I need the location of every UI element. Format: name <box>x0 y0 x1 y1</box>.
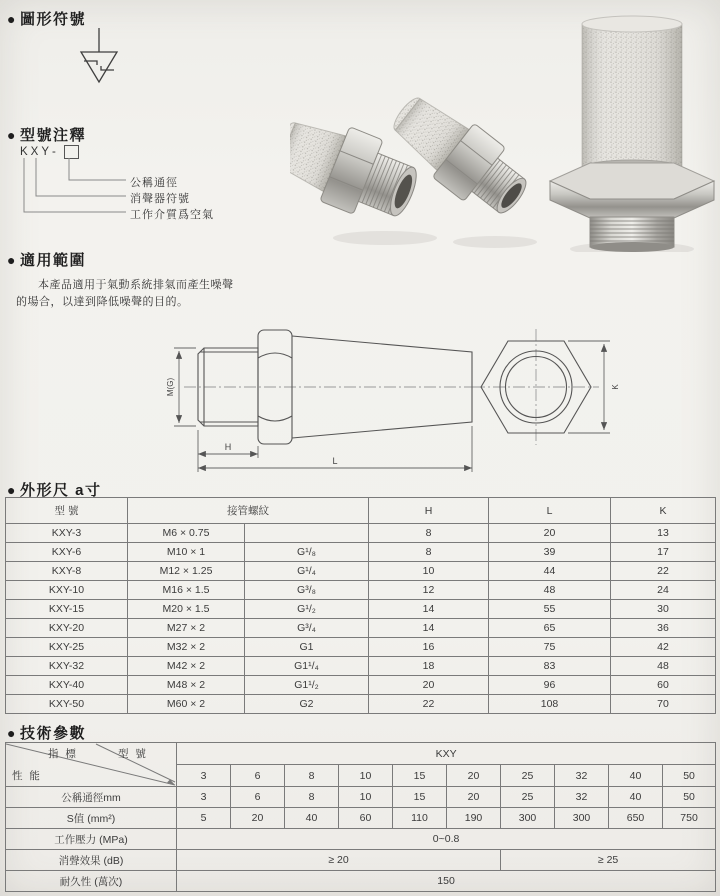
model-callout-lines <box>22 158 130 216</box>
dimension-cell: 8 <box>369 543 489 562</box>
size-header-cell: 15 <box>393 765 447 787</box>
section-title-text: 適用範圍 <box>19 252 86 269</box>
parameter-value-cell: 190 <box>447 808 501 829</box>
parameters-row <box>6 871 716 892</box>
dimensions-table-body <box>6 524 716 714</box>
parameters-table-body <box>6 787 716 892</box>
dimension-cell: KXY-3 <box>6 524 128 543</box>
corner-label-model: 型 號 <box>118 748 148 760</box>
dimensions-table <box>5 497 716 714</box>
parameter-value-cell: 650 <box>609 808 663 829</box>
col-header-k: K <box>611 498 716 524</box>
parameters-row <box>6 787 716 808</box>
dimensions-row <box>6 638 716 657</box>
dimensions-row <box>6 657 716 676</box>
dimension-cell: 70 <box>611 695 716 714</box>
dimension-cell: 13 <box>611 524 716 543</box>
dimension-cell: G2 <box>245 695 369 714</box>
dimension-cell: KXY-20 <box>6 619 128 638</box>
size-header-cell: 20 <box>447 765 501 787</box>
section-bullet-icon: ● <box>7 126 17 143</box>
col-header-l: L <box>489 498 611 524</box>
dimension-cell: 20 <box>369 676 489 695</box>
dimension-cell: KXY-50 <box>6 695 128 714</box>
dimension-cell: 22 <box>369 695 489 714</box>
dimension-cell: 20 <box>489 524 611 543</box>
parameter-value-cell: 5 <box>177 808 231 829</box>
section-bullet-icon: ● <box>7 10 17 27</box>
dimension-cell: G1¹/₄ <box>245 657 369 676</box>
dimension-cell: M16 × 1.5 <box>128 581 245 600</box>
product-photos <box>290 6 716 252</box>
dimension-cell: KXY-6 <box>6 543 128 562</box>
dim-label-l: L <box>332 456 338 466</box>
parameter-value-cell: 300 <box>555 808 609 829</box>
dimension-cell: M42 × 2 <box>128 657 245 676</box>
dimension-cell: M12 × 1.25 <box>128 562 245 581</box>
dimension-cell: 48 <box>611 657 716 676</box>
dimension-cell: M32 × 2 <box>128 638 245 657</box>
section-bullet-icon: ● <box>7 724 17 741</box>
parameter-value-cell: 110 <box>393 808 447 829</box>
parameter-value-cell: 32 <box>555 787 609 808</box>
parameter-span-cell: ≥ 20 <box>177 850 501 871</box>
dimension-drawing <box>140 314 630 474</box>
dimension-cell: 8 <box>369 524 489 543</box>
parameters-row <box>6 850 716 871</box>
dim-label-k: K <box>611 384 620 390</box>
dimension-cell: 30 <box>611 600 716 619</box>
parameter-value-cell: 20 <box>231 808 285 829</box>
dimension-cell: 10 <box>369 562 489 581</box>
parameter-value-cell: 3 <box>177 787 231 808</box>
dimension-cell: 22 <box>611 562 716 581</box>
size-header-cell: 10 <box>339 765 393 787</box>
dimension-cell: KXY-10 <box>6 581 128 600</box>
section-bullet-icon: ● <box>7 251 17 268</box>
parameter-value-cell: 20 <box>447 787 501 808</box>
parameter-label-cell: 消聲效果 (dB) <box>6 850 177 871</box>
size-header-cell: 25 <box>501 765 555 787</box>
dimension-cell: M20 × 1.5 <box>128 600 245 619</box>
dimension-cell: 65 <box>489 619 611 638</box>
parameters-table <box>5 742 716 892</box>
callout-nominal-diameter: 公稱通徑 <box>130 177 178 189</box>
parameter-label-cell: 工作壓力 (MPa) <box>6 829 177 850</box>
dimensions-row <box>6 600 716 619</box>
parameter-span-cell: ≥ 25 <box>501 850 716 871</box>
dimensions-row <box>6 619 716 638</box>
size-header-cell: 8 <box>285 765 339 787</box>
dimension-cell: M27 × 2 <box>128 619 245 638</box>
callout-working-medium: 工作介質爲空氣 <box>130 209 214 221</box>
parameter-value-cell: 300 <box>501 808 555 829</box>
parameter-span-cell: 150 <box>177 871 716 892</box>
dimension-cell <box>245 524 369 543</box>
section-bullet-icon: ● <box>7 481 17 498</box>
parameter-label-cell: 公稱通徑mm <box>6 787 177 808</box>
parameter-value-cell: 40 <box>285 808 339 829</box>
dimension-cell: M60 × 2 <box>128 695 245 714</box>
section-title-text: 圖形符號 <box>19 11 86 28</box>
dimensions-row <box>6 695 716 714</box>
dimension-cell: 16 <box>369 638 489 657</box>
dim-label-mg: M(G) <box>166 377 175 397</box>
size-header-cell: 3 <box>177 765 231 787</box>
parameters-row <box>6 808 716 829</box>
dimensions-header-row <box>6 498 716 524</box>
dimensions-row <box>6 676 716 695</box>
size-header-cell: 32 <box>555 765 609 787</box>
parameter-value-cell: 15 <box>393 787 447 808</box>
col-header-h: H <box>369 498 489 524</box>
callout-silencer-symbol: 消聲器符號 <box>130 193 190 205</box>
parameter-value-cell: 40 <box>609 787 663 808</box>
parameter-label-cell: S值 (mm²) <box>6 808 177 829</box>
section-title-parameters <box>7 722 86 743</box>
dimension-cell: 44 <box>489 562 611 581</box>
dimension-cell: 42 <box>611 638 716 657</box>
sinter-top <box>582 16 682 32</box>
section-title-text: 技術參數 <box>19 725 86 742</box>
size-header-cell: 40 <box>609 765 663 787</box>
symbol-baffle-1 <box>84 61 97 65</box>
dimension-cell: KXY-40 <box>6 676 128 695</box>
dimension-cell: KXY-8 <box>6 562 128 581</box>
parameter-value-cell: 50 <box>663 787 716 808</box>
section-title-application <box>7 249 86 270</box>
dimension-cell: 39 <box>489 543 611 562</box>
dimension-cell: 36 <box>611 619 716 638</box>
dimension-cell: G¹/₈ <box>245 543 369 562</box>
dimension-cell: 75 <box>489 638 611 657</box>
dimension-cell: M6 × 0.75 <box>128 524 245 543</box>
dimension-cell: M10 × 1 <box>128 543 245 562</box>
dimensions-row <box>6 581 716 600</box>
dimension-cell: KXY-25 <box>6 638 128 657</box>
dimension-cell: M48 × 2 <box>128 676 245 695</box>
dimension-cell: G1¹/₂ <box>245 676 369 695</box>
product-photo-silencer-large <box>550 16 714 252</box>
parameter-value-cell: 10 <box>339 787 393 808</box>
model-dash: - <box>52 146 56 158</box>
dimension-cell: 60 <box>611 676 716 695</box>
dimension-cell: 108 <box>489 695 611 714</box>
parameter-value-cell: 25 <box>501 787 555 808</box>
size-header-cell: 6 <box>231 765 285 787</box>
parameter-label-cell: 耐久性 (萬次) <box>6 871 177 892</box>
parameter-value-cell: 60 <box>339 808 393 829</box>
corner-label-index: 指 標 <box>48 748 78 760</box>
dimension-cell: 83 <box>489 657 611 676</box>
parameters-row <box>6 829 716 850</box>
dimension-cell: G³/₄ <box>245 619 369 638</box>
col-header-model: 型 號 <box>6 498 128 524</box>
dimension-cell: KXY-32 <box>6 657 128 676</box>
parameter-span-cell: 0~0.8 <box>177 829 716 850</box>
dimension-cell: G1 <box>245 638 369 657</box>
dim-label-h: H <box>224 442 232 452</box>
dimension-cell: G³/₈ <box>245 581 369 600</box>
dimension-cell: 18 <box>369 657 489 676</box>
model-size-box <box>64 145 79 159</box>
col-header-thread: 接管螺紋 <box>128 498 369 524</box>
model-code: KXY <box>20 146 53 158</box>
dimensions-row <box>6 524 716 543</box>
size-header-cell: 50 <box>663 765 716 787</box>
section-title-text: 外形尺 a寸 <box>19 482 102 499</box>
dimension-cell: 12 <box>369 581 489 600</box>
application-line-2: 的場合，以達到降低噪聲的目的。 <box>16 296 189 308</box>
section-title-text: 型號注釋 <box>19 127 86 144</box>
parameter-value-cell: 6 <box>231 787 285 808</box>
dimension-cell: 48 <box>489 581 611 600</box>
dimension-cell: 14 <box>369 600 489 619</box>
dimension-cell: G¹/₄ <box>245 562 369 581</box>
application-line-1: 本產品適用于氣動系統排氣而產生噪聲 <box>38 279 234 291</box>
photo-shadow <box>453 236 537 248</box>
dimensions-row <box>6 543 716 562</box>
corner-label-performance: 性 能 <box>12 770 42 782</box>
silencer-symbol-drawing <box>72 24 132 92</box>
symbol-triangle <box>81 52 117 82</box>
dimension-cell: KXY-15 <box>6 600 128 619</box>
photo-shadow <box>333 231 437 245</box>
parameter-value-cell: 750 <box>663 808 716 829</box>
dimension-cell: G¹/₂ <box>245 600 369 619</box>
dimension-cell: 24 <box>611 581 716 600</box>
dimension-cell: 55 <box>489 600 611 619</box>
series-name-cell: KXY <box>177 743 716 765</box>
dimension-cell: 14 <box>369 619 489 638</box>
dimension-cell: 17 <box>611 543 716 562</box>
dimension-cell: 96 <box>489 676 611 695</box>
parameters-series-row <box>6 743 716 765</box>
dimensions-row <box>6 562 716 581</box>
parameter-value-cell: 8 <box>285 787 339 808</box>
parameters-corner-cell <box>6 743 177 787</box>
section-title-model-notation <box>7 124 86 145</box>
application-paragraph <box>16 277 284 311</box>
